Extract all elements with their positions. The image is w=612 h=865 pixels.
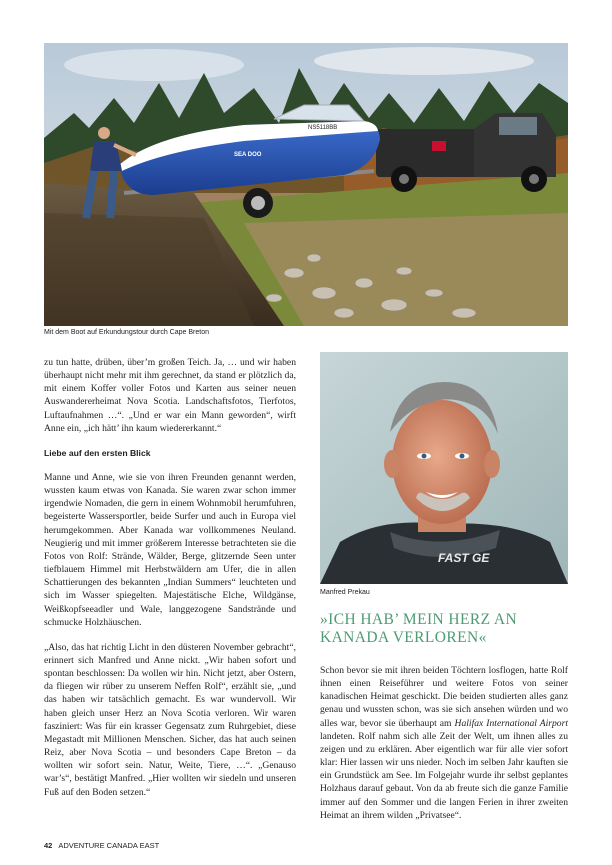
portrait-photo	[320, 352, 568, 584]
wetsuit-logo: FAST GE	[438, 551, 490, 565]
boat-brand-logo: SEA DOO	[234, 152, 262, 158]
hero-caption: Mit dem Boot auf Erkundungstour durch Cape Breton	[44, 329, 209, 336]
body-paragraph: „Also, das hat richtig Licht in den düsteren November gebracht“, erinnert sich Manfred und Anne nickt. „Wir haben sofort und spontan beschlossen: Da wollen wir hin. Nicht jetzt, aber Ostern, da fliegen wir rüber zu unserem Neffen Rolf“, erzählt sie, „und das haben wir tatsächlich gemacht. Es war wundervoll. Wir haben gleich unser Herz an Nova Scotia verloren. Wir waren fasziniert: Was für ein krasser Gegensatz zum Ruhrgebiet, diese Megastadt mit Millionen Menschen. Sicher, das hat auch seinen Reiz, aber Nova Scotia – und besonders Cape Breton – da wollten wir sofort sein. Natur, Weite, Tiere, …“. „Genauso war’s“, bestätigt Manfred. „Hier wollten wir siedeln und unseren Fuß auf den Boden setzen.“	[44, 641, 296, 798]
hero-photo	[44, 43, 568, 326]
page-footer	[44, 841, 159, 850]
right-column	[320, 664, 568, 834]
body-paragraph: Manne und Anne, wie sie von ihren Freunden genannt werden, wussten kaum etwas von Kanada. Sie waren zwar schon immer irgendwie Nomaden, die gern in einem Wohnmobil herumfuhren, begeisterte Wassersportler, beide Surfer und auch in Europa viel herumgekommen. Aber Kanada war vollkommenes Neuland. Neugierig und mit immer größerem Interesse betrachteten sie die Fotos von Rolf: Strände, Wälder, Berge, glitzernde Seen unter tiefblauem Himmel mit Herbstwäldern am Ufer, die in allen Schattierungen des bekannten „Indian Summers“ leuchteten und sich im Wasser spiegelten. Majestätische Elche, Wildgänse, Weißkopfseeadler und Wale, langgezogene Sandstrände und schmucke Holzhäuschen.	[44, 471, 296, 628]
magazine-title: ADVENTURE CANADA EAST	[58, 841, 160, 850]
section-heading: Liebe auf den ersten Blick	[44, 447, 151, 458]
hull-registration: NS5118BB	[308, 125, 338, 131]
portrait-caption: Manfred Prekau	[320, 589, 370, 596]
body-paragraph: zu tun hatte, drüben, über’m großen Teich. Ja, … und wir haben überhaupt nicht mehr mit ihm gerechnet, da stand er plötzlich da, mit einem Koffer voller Fotos und Karten aus seiner neuen Auswandererheimat Nova Scotia. Landschaftsfotos, Tierfotos, Luftaufnahmen …“. „Und er war ein Mann geworden“, wirft Anne ein, „ich hätt’ ihn kaum wiedererkannt.“	[44, 357, 296, 434]
left-column	[44, 356, 296, 811]
paragraph-text: Schon bevor sie mit ihren beiden Töchtern losflogen, hatte Rolf ihnen einen Reiseführer und weitere Fotos von seiner kanadischen Heimat geschickt. Die beiden studierten alles ganz genau und wussten schon, was sie sich ansehen würden und wo alles war, bevor sie überhaupt am	[320, 665, 568, 729]
paragraph-text: landeten. Rolf nahm sich alle Zeit der Welt, um ihnen alles zu zeigen und zu erklären. Aber eigentlich war für alle vier sofort klar: Hier lassen wir uns nieder. Noch im selben Jahr kauften sie ein Grundstück am See. Im Folgejahr wurde ihr selbst geplantes Holzhaus darauf gebaut. Von da ab freute sich die ganze Familie immer auf den Sommer und die langen Ferien in ihrer zweiten Heimat an ihrem wilden „Privatsee“.	[320, 730, 568, 821]
body-paragraph	[320, 664, 568, 822]
pull-quote: »ICH HAB’ MEIN HERZ AN KANADA VERLOREN«	[320, 611, 518, 646]
airport-name: Halifax International Airport	[454, 717, 568, 729]
page-number: 42	[44, 841, 53, 850]
